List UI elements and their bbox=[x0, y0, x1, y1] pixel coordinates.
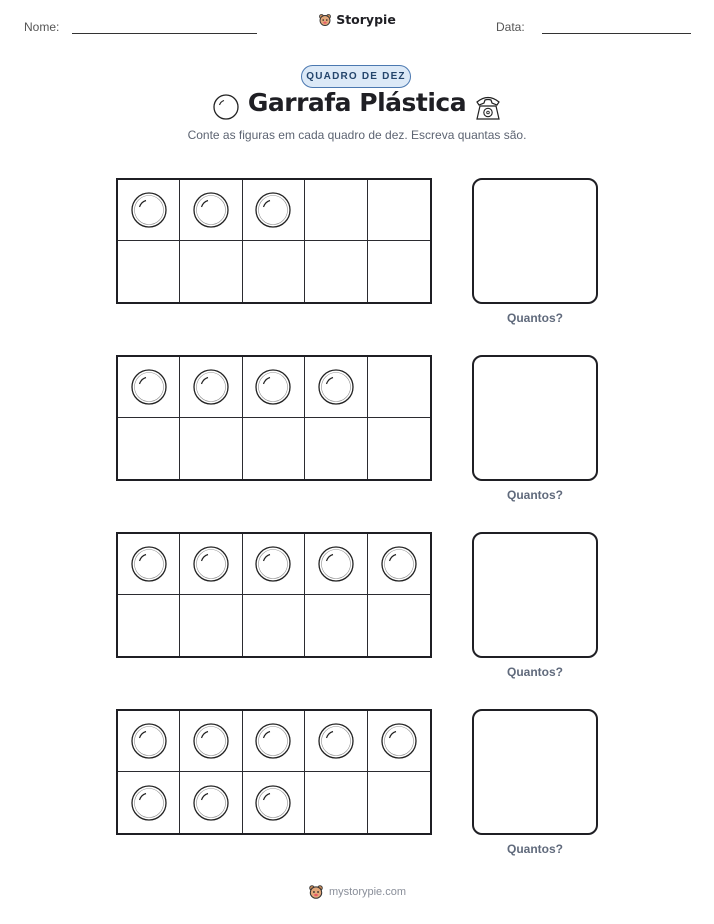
bubble-icon bbox=[317, 368, 355, 406]
answer-label: Quantos? bbox=[507, 488, 563, 502]
ten-frame-cell bbox=[118, 772, 180, 833]
ten-frame-cell bbox=[180, 711, 242, 772]
bubble-icon bbox=[380, 545, 418, 583]
bubble-icon bbox=[130, 545, 168, 583]
ten-frame-cell bbox=[368, 772, 430, 833]
answer-box[interactable] bbox=[472, 709, 598, 835]
ten-frame-cell bbox=[118, 534, 180, 595]
ten-frame-cell bbox=[305, 711, 367, 772]
ten-frame bbox=[116, 355, 432, 481]
telephone-icon bbox=[472, 92, 504, 122]
ten-frame-cell bbox=[243, 357, 305, 418]
ten-frame-cell bbox=[180, 595, 242, 656]
answer-label: Quantos? bbox=[507, 311, 563, 325]
ten-frame-cell bbox=[180, 241, 242, 302]
footer-url: mystorypie.com bbox=[328, 886, 407, 898]
answer-label: Quantos? bbox=[507, 665, 563, 679]
answer-box[interactable] bbox=[472, 532, 598, 658]
ten-frame-cell bbox=[368, 534, 430, 595]
ten-frame-cell bbox=[180, 357, 242, 418]
ten-frame-cell bbox=[243, 180, 305, 241]
ten-frame-cell bbox=[368, 180, 430, 241]
ten-frame-cell bbox=[118, 418, 180, 479]
ten-frame-cell bbox=[305, 595, 367, 656]
bubble-icon bbox=[192, 722, 230, 760]
ten-frame-cell bbox=[243, 534, 305, 595]
storypie-mascot-icon bbox=[308, 884, 324, 900]
bubble-icon bbox=[192, 368, 230, 406]
bubble-icon bbox=[254, 545, 292, 583]
date-label: Data: bbox=[496, 20, 525, 34]
bubble-icon bbox=[254, 722, 292, 760]
ten-frame-cell bbox=[118, 180, 180, 241]
ten-frame-cell bbox=[180, 772, 242, 833]
ten-frame-cell bbox=[180, 180, 242, 241]
brand-name: Storypie bbox=[336, 12, 396, 27]
worksheet-type-badge: QUADRO DE DEZ bbox=[301, 65, 411, 88]
bubble-icon bbox=[192, 545, 230, 583]
instructions: Conte as figuras em cada quadro de dez. Escreva quantas são. bbox=[187, 128, 527, 142]
bubble-icon bbox=[317, 722, 355, 760]
bubble-icon bbox=[130, 191, 168, 229]
ten-frame-cell bbox=[305, 418, 367, 479]
ten-frame-cell bbox=[305, 357, 367, 418]
bubble-icon bbox=[254, 191, 292, 229]
ten-frame-cell bbox=[180, 418, 242, 479]
bubble-icon bbox=[192, 784, 230, 822]
ten-frame-cell bbox=[118, 241, 180, 302]
ten-frame-cell bbox=[368, 418, 430, 479]
footer bbox=[0, 884, 714, 903]
ten-frame-cell bbox=[180, 534, 242, 595]
ten-frame bbox=[116, 709, 432, 835]
name-line bbox=[72, 33, 257, 34]
bubble-icon bbox=[254, 784, 292, 822]
ten-frame-cell bbox=[368, 357, 430, 418]
ten-frame-cell bbox=[368, 595, 430, 656]
ten-frame-cell bbox=[118, 595, 180, 656]
ten-frame-cell bbox=[243, 772, 305, 833]
bubble-icon bbox=[130, 368, 168, 406]
bubble-icon bbox=[130, 722, 168, 760]
answer-box[interactable] bbox=[472, 355, 598, 481]
ten-frame-cell bbox=[368, 711, 430, 772]
bubble-icon bbox=[192, 191, 230, 229]
ten-frame-cell bbox=[305, 534, 367, 595]
ten-frame-cell bbox=[305, 241, 367, 302]
ten-frame-cell bbox=[118, 357, 180, 418]
bubble-icon bbox=[130, 784, 168, 822]
page-title: Garrafa Plástica bbox=[247, 88, 467, 117]
answer-box[interactable] bbox=[472, 178, 598, 304]
date-line bbox=[542, 33, 691, 34]
ten-frame-cell bbox=[243, 711, 305, 772]
bubble-icon bbox=[317, 545, 355, 583]
bubble-icon bbox=[254, 368, 292, 406]
answer-label: Quantos? bbox=[507, 842, 563, 856]
storypie-mascot-icon bbox=[318, 13, 332, 27]
ten-frame-cell bbox=[118, 711, 180, 772]
ten-frame-cell bbox=[243, 241, 305, 302]
ten-frame-cell bbox=[243, 418, 305, 479]
brand-logo bbox=[0, 12, 714, 32]
ten-frame-cell bbox=[243, 595, 305, 656]
ten-frame bbox=[116, 532, 432, 658]
name-label: Nome: bbox=[24, 20, 60, 34]
ten-frame-cell bbox=[305, 772, 367, 833]
bubble-icon bbox=[380, 722, 418, 760]
ten-frame-cell bbox=[305, 180, 367, 241]
ten-frame bbox=[116, 178, 432, 304]
ten-frame-cell bbox=[368, 241, 430, 302]
